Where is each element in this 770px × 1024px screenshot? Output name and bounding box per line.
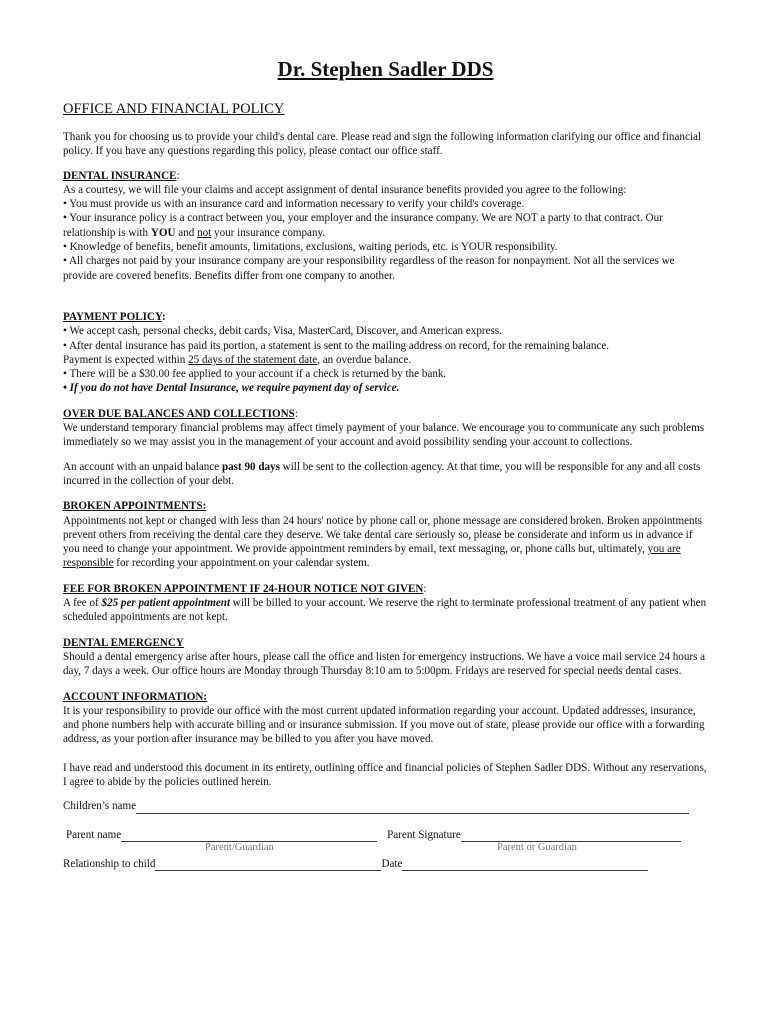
dental-insurance-heading: DENTAL INSURANCE <box>63 169 177 182</box>
insurance-line-1: As a courtesy, we will file your claims and accept assignment of dental insurance benefits provided you agree to the following: <box>63 183 627 196</box>
parent-name-label: Parent name <box>66 828 122 841</box>
broken-appointments-heading: BROKEN APPOINTMENTS: <box>63 500 207 513</box>
payment-line-3-end: , an overdue balance. <box>317 353 412 366</box>
account-section <box>63 690 708 747</box>
overdue-section <box>63 407 708 488</box>
payment-line-3-text: Payment is expected within <box>63 353 189 366</box>
fee-heading: FEE FOR BROKEN APPOINTMENT IF 24-HOUR NOTICE NOT GIVEN <box>63 582 424 595</box>
heading-colon: : <box>423 582 427 595</box>
parent-guardian-caption: Parent/Guardian <box>205 841 274 853</box>
emergency-section <box>63 636 708 679</box>
relationship-row <box>63 857 708 871</box>
relationship-label: Relationship to child <box>63 857 156 870</box>
payment-policy-heading: PAYMENT POLICY <box>63 310 162 323</box>
signature-form <box>63 799 708 871</box>
payment-bullet-2: • After dental insurance has paid its portion, a statement is sent to the mailing address on record, for the remaining balance. <box>63 339 610 352</box>
heading-colon: : <box>176 169 180 182</box>
parent-row <box>63 828 708 842</box>
payment-bullet-1: • We accept cash, personal checks, debit cards, Visa, MasterCard, Discover, and American express. <box>63 325 502 338</box>
overdue-heading: OVER DUE BALANCES AND COLLECTIONS <box>63 407 295 420</box>
insurance-bullet-2 <box>63 211 708 240</box>
payment-terms-emphasis: 25 days of the statement date <box>188 353 318 366</box>
payment-line-3 <box>63 353 708 367</box>
broken-text-end: for recording your appointment on your calendar system. <box>113 557 370 570</box>
heading-colon: : <box>161 310 166 323</box>
children-name-field[interactable] <box>136 802 689 814</box>
parent-or-guardian-caption: Parent or Guardian <box>497 841 577 853</box>
agreement-paragraph: I have read and understood this document in its entirety, outlining office and financial policies of Stephen Sadler DDS. Without any reservations, I agree to abide by the policies outlined herein. <box>63 761 707 788</box>
insurance-bullet-1: • You must provide us with an insurance card and information necessary to verify your child's coverage. <box>63 198 525 211</box>
caption-row <box>63 842 708 855</box>
doctor-title: Dr. Stephen Sadler DDS <box>277 57 494 81</box>
parent-signature-label: Parent Signature <box>387 828 461 841</box>
emergency-paragraph: Should a dental emergency arise after hours, please call the office and listen for emergency instructions. We have a voice mail service 24 hours a day, 7 days a week. Our office hours are Monday through Thursday 8:10 am to 5:00pm. Fridays are reserved for special needs dental cases. <box>63 650 706 678</box>
parent-name-field[interactable] <box>121 830 377 842</box>
fee-amount-emphasis: $25 per patient appointment <box>101 597 231 610</box>
date-label: Date <box>381 857 403 870</box>
broken-appointments-section <box>63 499 708 570</box>
broken-appointments-paragraph <box>63 514 708 571</box>
children-name-row <box>63 799 708 813</box>
past-90-days-emphasis: past 90 days <box>221 460 280 473</box>
overdue-paragraph-1: We understand temporary financial problems may affect timely payment of your balance. We encourage you to communicate any such problems immediately so we may assist you in the management of your account and avoid possibility sending your account to collections. <box>63 422 705 449</box>
fee-text-end: will be billed to your account. We reserve the right to terminate professional treatment of any patient when scheduled appointments are not kept. <box>63 597 707 624</box>
account-heading: ACCOUNT INFORMATION: <box>63 690 208 703</box>
policy-document <box>63 56 708 871</box>
payment-bullet-5: • If you do not have Dental Insurance, we require payment day of service. <box>63 382 400 395</box>
dental-insurance-section <box>63 169 708 283</box>
children-name-label: Children’s name <box>63 800 137 813</box>
payment-bullet-4: • There will be a $30.00 fee applied to your account if a check is returned by the bank. <box>63 368 447 381</box>
fee-text: A fee of <box>63 597 102 610</box>
parent-signature-field[interactable] <box>461 830 681 842</box>
fee-paragraph <box>63 596 708 625</box>
payment-policy-section <box>63 310 708 396</box>
relationship-field[interactable] <box>155 859 381 871</box>
policy-subtitle: OFFICE AND FINANCIAL POLICY <box>63 101 285 117</box>
insurance-bullet-2-and: and <box>175 226 198 239</box>
you-emphasis: YOU <box>150 226 176 239</box>
overdue-p2-text: An account with an unpaid balance <box>63 460 222 473</box>
insurance-bullet-2-end: your insurance company. <box>211 226 326 239</box>
insurance-bullet-4: • All charges not paid by your insurance company are your responsibility regardless of the reason for nonpayment. Not all the services we provide are covered benefits. Benefits differ from one company to another. <box>63 255 675 282</box>
not-emphasis: not <box>197 226 212 239</box>
heading-colon: : <box>294 407 298 420</box>
broken-text: Appointments not kept or changed with less than 24 hours' notice by phone call or, phone message are considered broken. Broken appointments prevent others from receiving the dental care they deserve. We take dental care seriously so, please be considerate and inform us in advance if you need to change your appointment. We provide appointment reminders by email, text messaging, or, phone calls but, ultimately, <box>63 514 702 556</box>
account-paragraph: It is your responsibility to provide our office with the most current updated information regarding your account. Updated addresses, insurance, and phone numbers help with accurate billing and or insurance submission. If you move out of state, please provide our office with a forwarding address, as your portion after insurance may be billed to you after you have moved. <box>63 704 705 746</box>
insurance-bullet-2-text: • Your insurance policy is a contract between you, your employer and the insurance company. We are NOT a party to that contract. Our relationship is with <box>63 212 663 239</box>
overdue-paragraph-2 <box>63 460 708 489</box>
date-field[interactable] <box>402 859 648 871</box>
intro-paragraph: Thank you for choosing us to provide your child's dental care. Please read and sign the following information clarifying our office and financial policy. If you have any questions regarding this policy, please contact our office staff. <box>63 131 701 158</box>
overdue-p2-end: will be sent to the collection agency. At that time, you will be responsible for any and all costs incurred in the collection of your debt. <box>63 460 701 487</box>
you-are-responsible-emphasis: you are responsible <box>63 543 681 570</box>
fee-section <box>63 582 708 625</box>
insurance-bullet-3: • Knowledge of benefits, benefit amounts, limitations, exclusions, waiting periods, etc. is YOUR responsibility. <box>63 241 558 254</box>
emergency-heading: DENTAL EMERGENCY <box>63 636 184 649</box>
